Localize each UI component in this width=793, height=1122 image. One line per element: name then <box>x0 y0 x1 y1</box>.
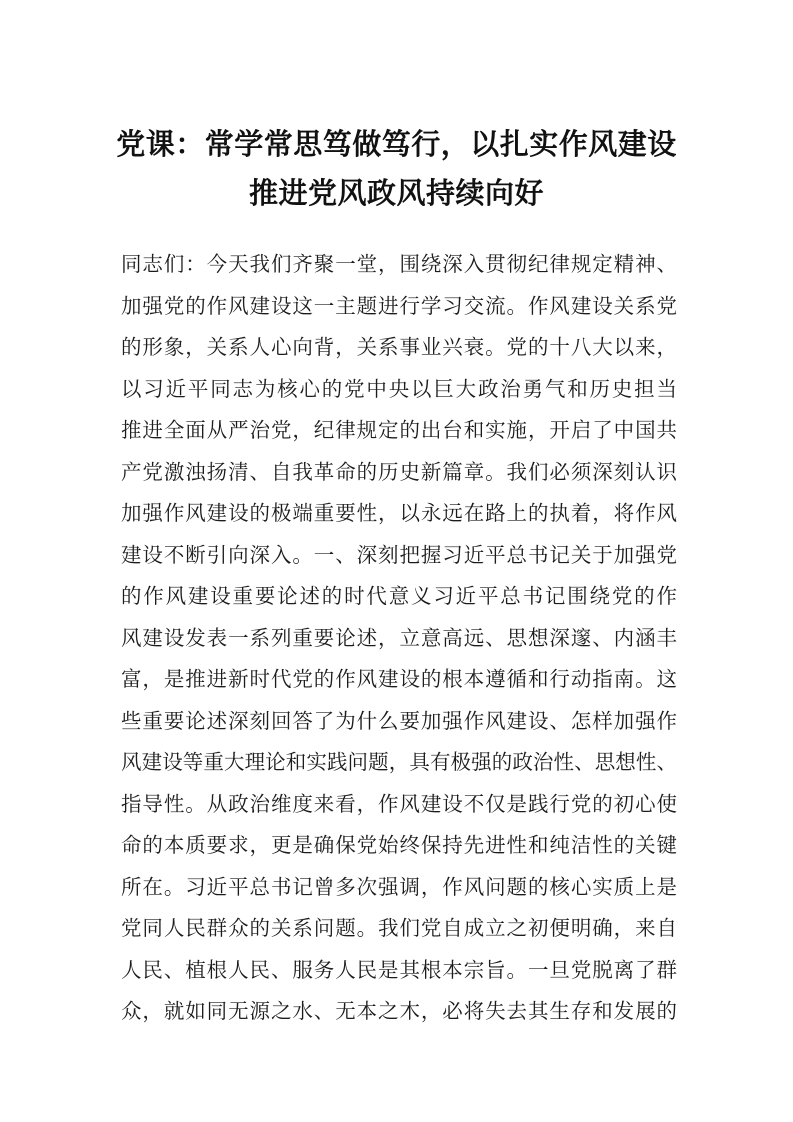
body-line: 同志们：今天我们齐聚一堂，围绕深入贯彻纪律规定精神、 <box>121 252 677 276</box>
body-line: 以习近平同志为核心的党中央以巨大政治勇气和历史担当 <box>121 377 677 401</box>
body-line: 风建设发表一系列重要论述，立意高远、思想深邃、内涵丰 <box>121 626 677 650</box>
body-line: 众，就如同无源之水、无本之木，必将失去其生存和发展的 <box>121 999 677 1023</box>
body-line: 所在。习近平总书记曾多次强调，作风问题的核心实质上是 <box>121 875 677 899</box>
body-line: 产党激浊扬清、自我革命的历史新篇章。我们必须深刻认识 <box>121 460 677 484</box>
body-line: 的作风建设重要论述的时代意义习近平总书记围绕党的作 <box>121 584 677 608</box>
body-line: 加强作风建设的极端重要性，以永远在路上的执着，将作风 <box>121 501 677 525</box>
body-line: 人民、植根人民、服务人民是其根本宗旨。一旦党脱离了群 <box>121 958 677 982</box>
body-line: 些重要论述深刻回答了为什么要加强作风建设、怎样加强作 <box>121 709 677 733</box>
document-title-line-2: 推进党风政风持续向好 <box>248 176 544 210</box>
body-line: 的形象，关系人心向背，关系事业兴衰。党的十八大以来， <box>121 335 677 359</box>
body-line: 命的本质要求，更是确保党始终保持先进性和纯洁性的关键 <box>121 833 677 857</box>
body-line: 富，是推进新时代党的作风建设的根本遵循和行动指南。这 <box>121 667 677 691</box>
body-line: 风建设等重大理论和实践问题，具有极强的政治性、思想性、 <box>121 750 677 774</box>
body-line: 建设不断引向深入。一、深刻把握习近平总书记关于加强党 <box>121 543 677 567</box>
body-line: 指导性。从政治维度来看，作风建设不仅是践行党的初心使 <box>121 792 677 816</box>
document-title-line-1: 党课：常学常思笃做笃行，以扎实作风建设 <box>116 127 677 161</box>
body-line: 加强党的作风建设这一主题进行学习交流。作风建设关系党 <box>121 294 677 318</box>
body-line: 党同人民群众的关系问题。我们党自成立之初便明确，来自 <box>121 916 677 940</box>
body-line: 推进全面从严治党，纪律规定的出台和实施，开启了中国共 <box>121 418 677 442</box>
